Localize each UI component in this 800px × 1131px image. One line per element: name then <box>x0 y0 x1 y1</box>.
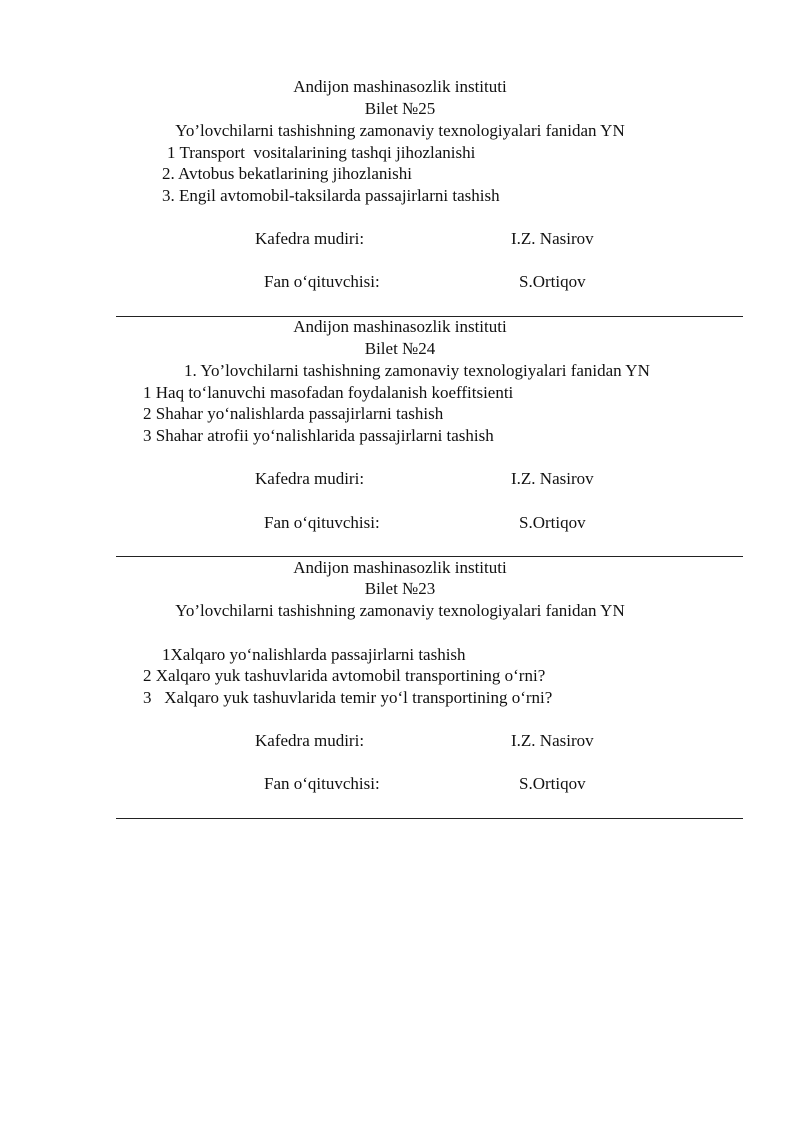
teacher-name: S.Ortiqov <box>519 513 586 532</box>
question-1: 1Xalqaro yo‘nalishlarda passajirlarni tashish <box>162 645 466 664</box>
ticket-number: Bilet №24 <box>364 339 436 358</box>
question-1: 1 Haq to‘lanuvchi masofadan foydalanish koeffitsienti <box>143 383 514 402</box>
head-label: Kafedra mudiri: <box>255 731 365 750</box>
head-name: I.Z. Nasirov <box>511 469 594 488</box>
question-2: 2 Xalqaro yuk tashuvlarida avtomobil transportining o‘rni? <box>143 666 546 685</box>
subject-title: Yo’lovchilarni tashishning zamonaviy texnologiyalari fanidan YN <box>175 121 625 140</box>
head-label: Kafedra mudiri: <box>255 469 365 488</box>
teacher-name: S.Ortiqov <box>519 774 586 793</box>
question-1: 1 Transport vositalarining tashqi jihozlanishi <box>167 143 476 162</box>
head-label: Kafedra mudiri: <box>255 229 365 248</box>
teacher-label: Fan o‘qituvchisi: <box>264 272 380 291</box>
question-2: 2. Avtobus bekatlarining jihozlanishi <box>162 164 412 183</box>
ticket-number: Bilet №25 <box>364 99 436 118</box>
institute-name: Andijon mashinasozlik instituti <box>293 77 507 96</box>
question-3: 3 Shahar atrofii yo‘nalishlarida passajirlarni tashish <box>143 426 494 445</box>
subject-title: Yo’lovchilarni tashishning zamonaviy texnologiyalari fanidan YN <box>175 601 625 620</box>
teacher-label: Fan o‘qituvchisi: <box>264 513 380 532</box>
head-name: I.Z. Nasirov <box>511 229 594 248</box>
institute-name: Andijon mashinasozlik instituti <box>293 558 507 577</box>
question-3: 3. Engil avtomobil-taksilarda passajirlarni tashish <box>162 186 500 205</box>
question-3: 3 Xalqaro yuk tashuvlarida temir yo‘l transportining o‘rni? <box>143 688 553 707</box>
head-name: I.Z. Nasirov <box>511 731 594 750</box>
question-2: 2 Shahar yo‘nalishlarda passajirlarni tashish <box>143 404 444 423</box>
teacher-name: S.Ortiqov <box>519 272 586 291</box>
ticket-number: Bilet №23 <box>364 579 436 598</box>
separator-line <box>116 556 743 557</box>
subject-title: 1. Yo’lovchilarni tashishning zamonaviy texnologiyalari fanidan YN <box>184 361 650 380</box>
teacher-label: Fan o‘qituvchisi: <box>264 774 380 793</box>
institute-name: Andijon mashinasozlik instituti <box>293 317 507 336</box>
separator-line <box>116 818 743 819</box>
